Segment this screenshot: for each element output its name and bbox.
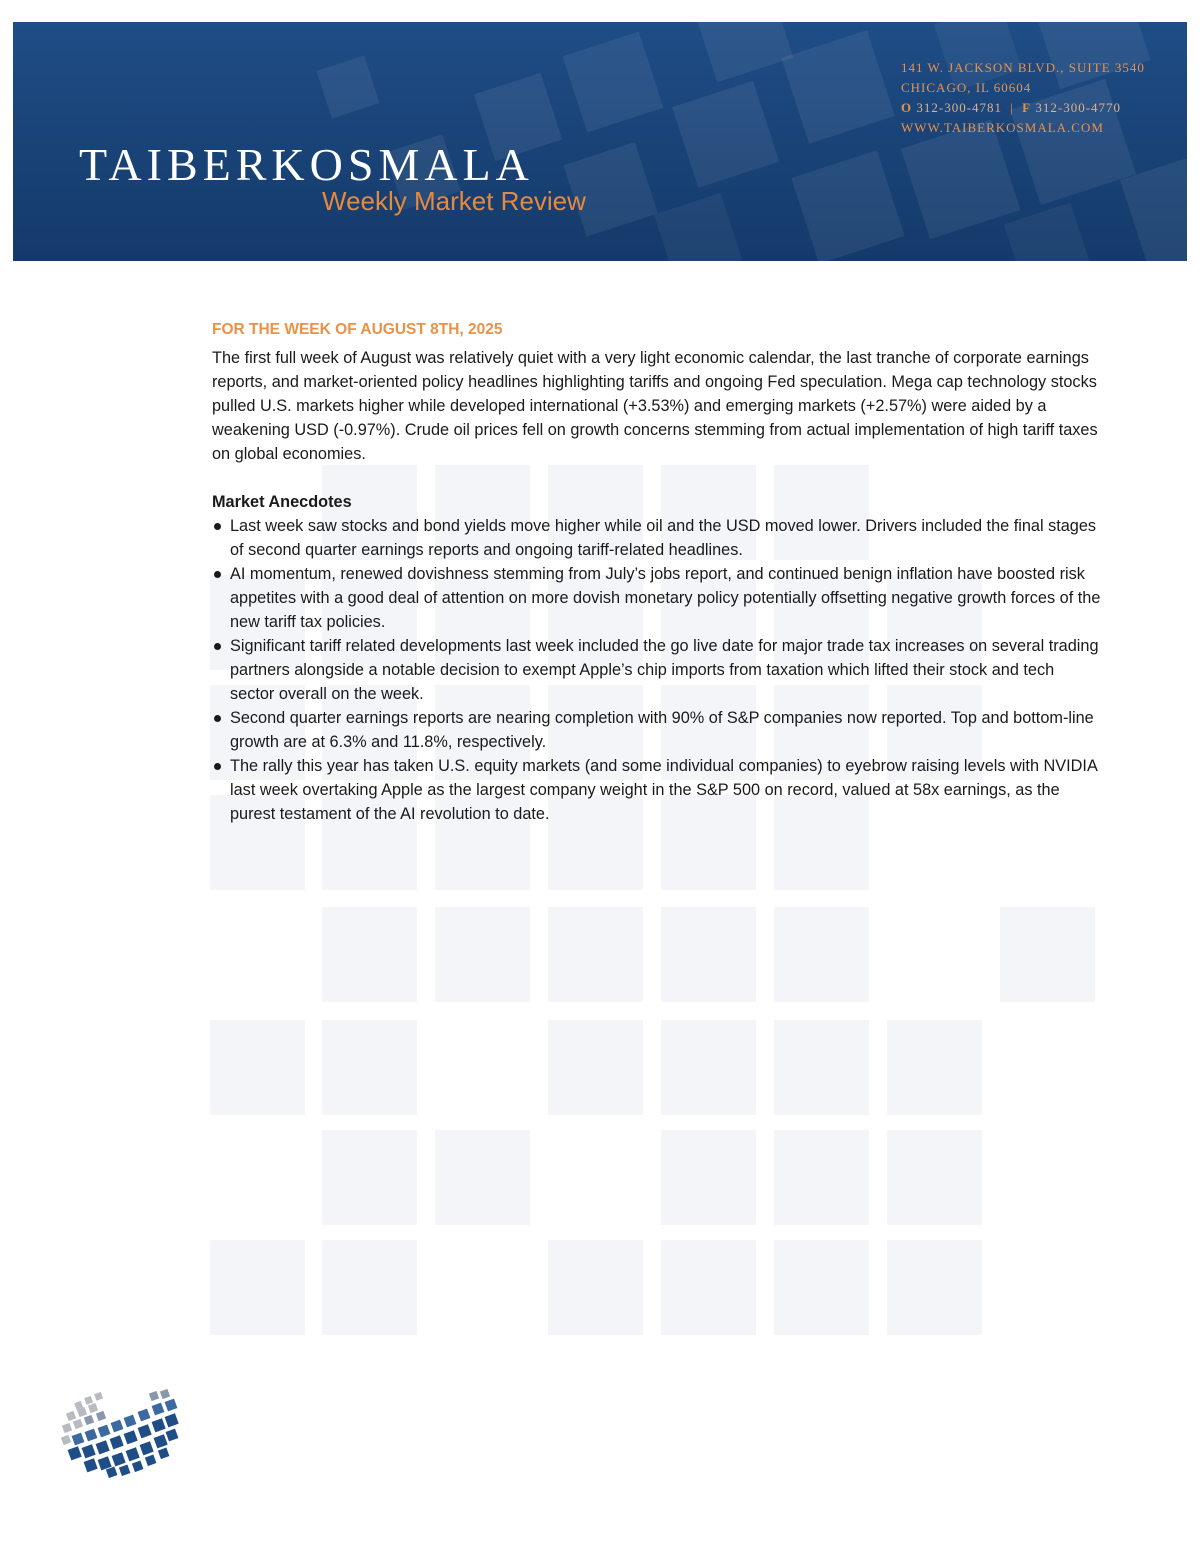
phone-number: 312-300-4781 [916, 100, 1003, 115]
fax-number: 312-300-4770 [1035, 100, 1122, 115]
intro-paragraph: The first full week of August was relatively quiet with a very light economic calendar, the last tranche of corporate earnings reports, and market-oriented policy headlines highlighting tariffs and ongoing Fed speculation. Mega cap technology stocks pulled U.S. markets higher while developed international (+3.53%) and emerging markets (+2.57%) were aided by a weakening USD (-0.97%). Crude oil prices fell on growth concerns stemming from actual implementation of high tariff taxes on global economies. [212, 349, 1098, 463]
separator: | [1010, 100, 1014, 115]
phone-line [901, 98, 1145, 118]
week-title: FOR THE WEEK OF AUGUST 8TH, 2025 [212, 321, 503, 338]
address-line-2: CHICAGO, IL 60604 [901, 80, 1032, 95]
anecdote-item: Second quarter earnings reports are nearing completion with 90% of S&P companies now reported. Top and bottom-line growth are at 6.3% and 11.8%, respectively. [212, 706, 1102, 754]
anecdote-item: The rally this year has taken U.S. equity markets (and some individual companies) to eyebrow raising levels with NVIDIA last week overtaking Apple as the largest company weight in the S&P 500 on record, valued at 58x earnings, as the purest testament of the AI revolution to date. [212, 754, 1102, 826]
section-title: Market Anecdotes [212, 493, 352, 511]
website-link[interactable]: WWW.TAIBERKOSMALA.COM [901, 120, 1104, 135]
anecdote-item: Significant tariff related developments last week included the go live date for major trade tax increases on several trading partners alongside a notable decision to exempt Apple’s chip imports from taxation which lifted their stock and tech sector overall on the week. [212, 634, 1102, 706]
header-banner [13, 22, 1187, 261]
globe-logo-icon [55, 1388, 190, 1483]
contact-block [901, 58, 1145, 138]
fax-label: F [1022, 100, 1032, 115]
address-line-1: 141 W. JACKSON BLVD., SUITE 3540 [901, 60, 1145, 75]
anecdotes-list [212, 514, 1102, 826]
company-logo-wordmark: TAIBERKOSMALA [79, 139, 534, 190]
anecdote-item: Last week saw stocks and bond yields move higher while oil and the USD moved lower. Drivers included the final stages of second quarter earnings reports and ongoing tariff-related headlines. [212, 514, 1102, 562]
anecdote-item: AI momentum, renewed dovishness stemming from July’s jobs report, and continued benign inflation have boosted risk appetites with a good deal of attention on more dovish monetary policy potentially offsetting negative growth forces of the new tariff tax policies. [212, 562, 1102, 634]
report-body [212, 318, 1102, 826]
phone-label: O [901, 100, 913, 115]
report-subtitle: Weekly Market Review [322, 186, 586, 216]
